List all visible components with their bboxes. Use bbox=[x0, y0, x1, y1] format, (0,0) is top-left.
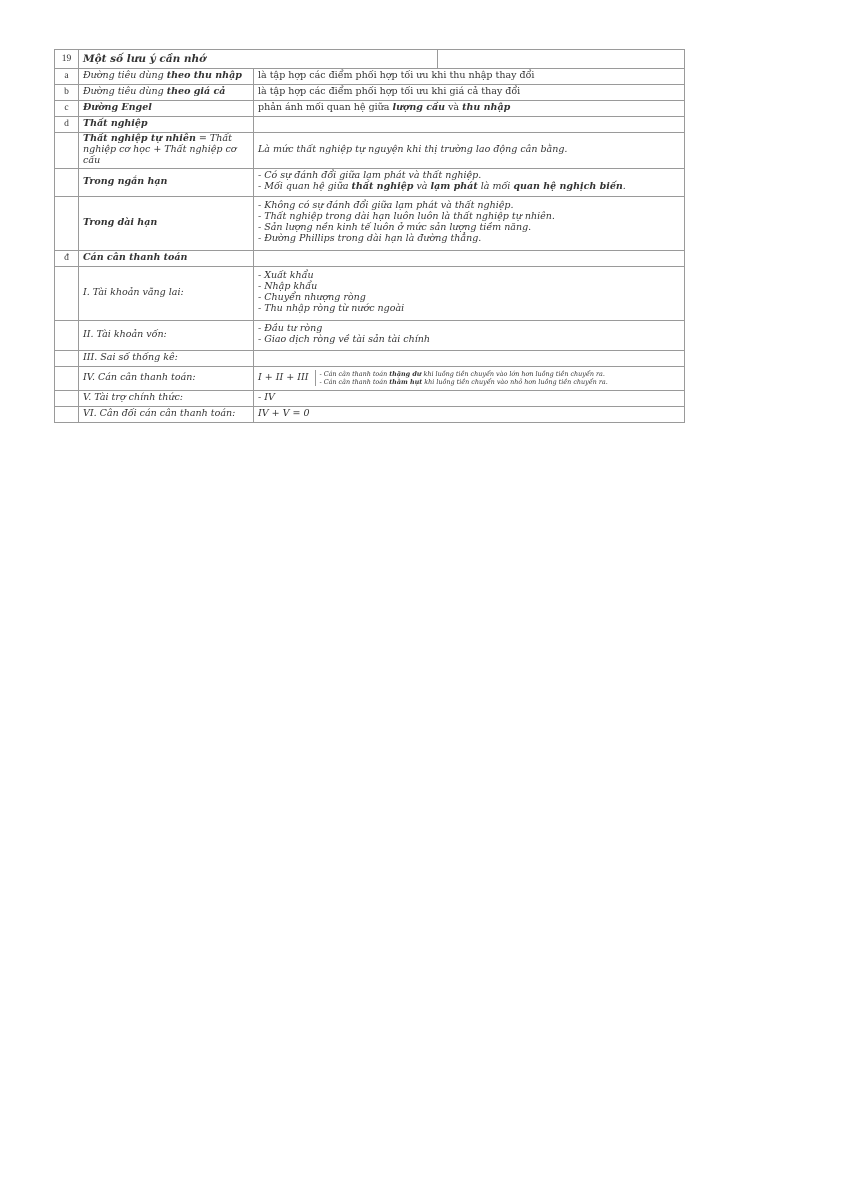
description-line: - Đầu tư ròng bbox=[258, 323, 323, 335]
term-bold: theo thu nhập bbox=[166, 70, 242, 82]
term-bold: theo giá cả bbox=[166, 86, 226, 98]
description-cell bbox=[254, 366, 685, 390]
term-cell: V. Tài trợ chính thức: bbox=[79, 390, 254, 406]
line-text: - Mối quan hệ giữa bbox=[258, 181, 352, 193]
row-id: a bbox=[55, 69, 79, 85]
description-line: - Xuất khẩu bbox=[258, 270, 314, 282]
description-line bbox=[258, 182, 680, 193]
row-id: b bbox=[55, 85, 79, 101]
row-dd-header bbox=[55, 250, 685, 266]
line-bold: thất nghiệp bbox=[351, 181, 414, 193]
note-text: khi luồng tiền chuyển vào lớn hơn luồng tiền chuyển ra. bbox=[421, 370, 605, 379]
term-cell: I. Tài khoản vãng lai: bbox=[79, 266, 254, 320]
term-cell bbox=[79, 133, 254, 169]
empty-cell bbox=[254, 117, 685, 133]
description-cell: Là mức thất nghiệp tự nguyện khi thị trường lao động cân bằng. bbox=[254, 133, 685, 169]
empty-cell bbox=[55, 168, 79, 196]
empty-cell bbox=[55, 406, 79, 422]
line-text: là mối bbox=[477, 181, 514, 193]
description-line: - Chuyển nhượng ròng bbox=[258, 292, 366, 304]
description-cell bbox=[254, 266, 685, 320]
bop-note-deficit bbox=[320, 378, 608, 386]
description-line: - Thất nghiệp trong dài hạn luôn luôn là thất nghiệp tự nhiên. bbox=[258, 211, 555, 223]
row-capital-account bbox=[55, 320, 685, 350]
row-bop-balance bbox=[55, 406, 685, 422]
row-id: c bbox=[55, 101, 79, 117]
term-cell bbox=[79, 69, 254, 85]
term-cell: Đường Engel bbox=[79, 101, 254, 117]
row-long-run bbox=[55, 196, 685, 250]
term-cell: Trong ngắn hạn bbox=[79, 168, 254, 196]
empty-cell bbox=[254, 350, 685, 366]
row-d-header bbox=[55, 117, 685, 133]
empty-cell bbox=[55, 266, 79, 320]
row-c bbox=[55, 101, 685, 117]
section-header-row bbox=[55, 50, 685, 69]
empty-cell bbox=[55, 320, 79, 350]
row-b bbox=[55, 85, 685, 101]
note-bold: thâm hụt bbox=[389, 378, 423, 387]
note-bold: thặng dư bbox=[389, 370, 422, 379]
description-cell bbox=[254, 196, 685, 250]
row-id: đ bbox=[55, 250, 79, 266]
description-line: - Có sự đánh đổi giữa lạm phát và thất nghiệp. bbox=[258, 170, 482, 182]
empty-cell bbox=[55, 196, 79, 250]
description-cell: là tập hợp các điểm phối hợp tối ưu khi thu nhập thay đổi bbox=[254, 69, 685, 85]
description-line: - Thu nhập ròng từ nước ngoài bbox=[258, 303, 405, 315]
description-line: - Đường Phillips trong dài hạn là đường thẳng. bbox=[258, 233, 482, 245]
term-cell bbox=[79, 85, 254, 101]
section-title: Một số lưu ý cần nhớ bbox=[79, 50, 438, 69]
empty-cell bbox=[438, 50, 685, 69]
description-cell: - IV bbox=[254, 390, 685, 406]
description-bold: thu nhập bbox=[462, 102, 511, 114]
description-line: - Nhập khẩu bbox=[258, 281, 318, 293]
term-text: Đường tiêu dùng bbox=[83, 70, 167, 82]
note-text: - Cán cân thanh toán bbox=[319, 378, 390, 387]
description-cell bbox=[254, 320, 685, 350]
bop-formula: I + II + III bbox=[254, 370, 316, 386]
line-text: và bbox=[413, 181, 431, 193]
row-natural-unemployment bbox=[55, 133, 685, 169]
description-line: - Không có sự đánh đổi giữa lạm phát và thất nghiệp. bbox=[258, 200, 514, 212]
row-official-financing bbox=[55, 390, 685, 406]
line-bold: lạm phát bbox=[430, 181, 478, 193]
row-balance-of-payments bbox=[55, 366, 685, 390]
description-text: phản ánh mối quan hệ giữa bbox=[258, 102, 393, 114]
term-cell: IV. Cán cân thanh toán: bbox=[79, 366, 254, 390]
empty-cell bbox=[55, 390, 79, 406]
description-line: - Sản lượng nền kinh tế luôn ở mức sản lượng tiềm năng. bbox=[258, 222, 532, 234]
term-cell: III. Sai số thống kê: bbox=[79, 350, 254, 366]
row-short-run bbox=[55, 168, 685, 196]
term-bold: Thất nghiệp tự nhiên bbox=[83, 133, 196, 144]
line-bold: quan hệ nghịch biến bbox=[513, 181, 623, 193]
empty-cell bbox=[55, 133, 79, 169]
group-title: Thất nghiệp bbox=[79, 117, 254, 133]
description-cell bbox=[254, 101, 685, 117]
description-cell: IV + V = 0 bbox=[254, 406, 685, 422]
term-text: = Thất nghiệp cơ học + Thất nghiệp cơ cấu bbox=[83, 133, 237, 166]
description-cell bbox=[254, 168, 685, 196]
group-title: Cán cân thanh toán bbox=[79, 250, 254, 266]
description-bold: lượng cầu bbox=[392, 102, 446, 114]
line-text: . bbox=[622, 181, 626, 193]
term-text: Đường tiêu dùng bbox=[83, 86, 167, 98]
description-line: - Giao dịch ròng về tài sản tài chính bbox=[258, 334, 431, 346]
description-text: và bbox=[445, 102, 463, 114]
row-a bbox=[55, 69, 685, 85]
row-current-account bbox=[55, 266, 685, 320]
empty-cell bbox=[254, 250, 685, 266]
notes-table bbox=[54, 49, 685, 423]
bop-notes bbox=[316, 370, 608, 386]
empty-cell bbox=[55, 366, 79, 390]
section-number: 19 bbox=[55, 50, 79, 69]
note-text: - Cán cân thanh toán bbox=[319, 370, 390, 379]
term-cell: Trong dài hạn bbox=[79, 196, 254, 250]
term-cell: VI. Cân đối cán cân thanh toán: bbox=[79, 406, 254, 422]
row-id: d bbox=[55, 117, 79, 133]
row-statistical-error bbox=[55, 350, 685, 366]
description-cell: là tập hợp các điểm phối hợp tối ưu khi giá cả thay đổi bbox=[254, 85, 685, 101]
note-text: khi luồng tiền chuyển vào nhỏ hơn luồng tiền chuyển ra. bbox=[422, 378, 608, 387]
term-cell: II. Tài khoản vốn: bbox=[79, 320, 254, 350]
empty-cell bbox=[55, 350, 79, 366]
